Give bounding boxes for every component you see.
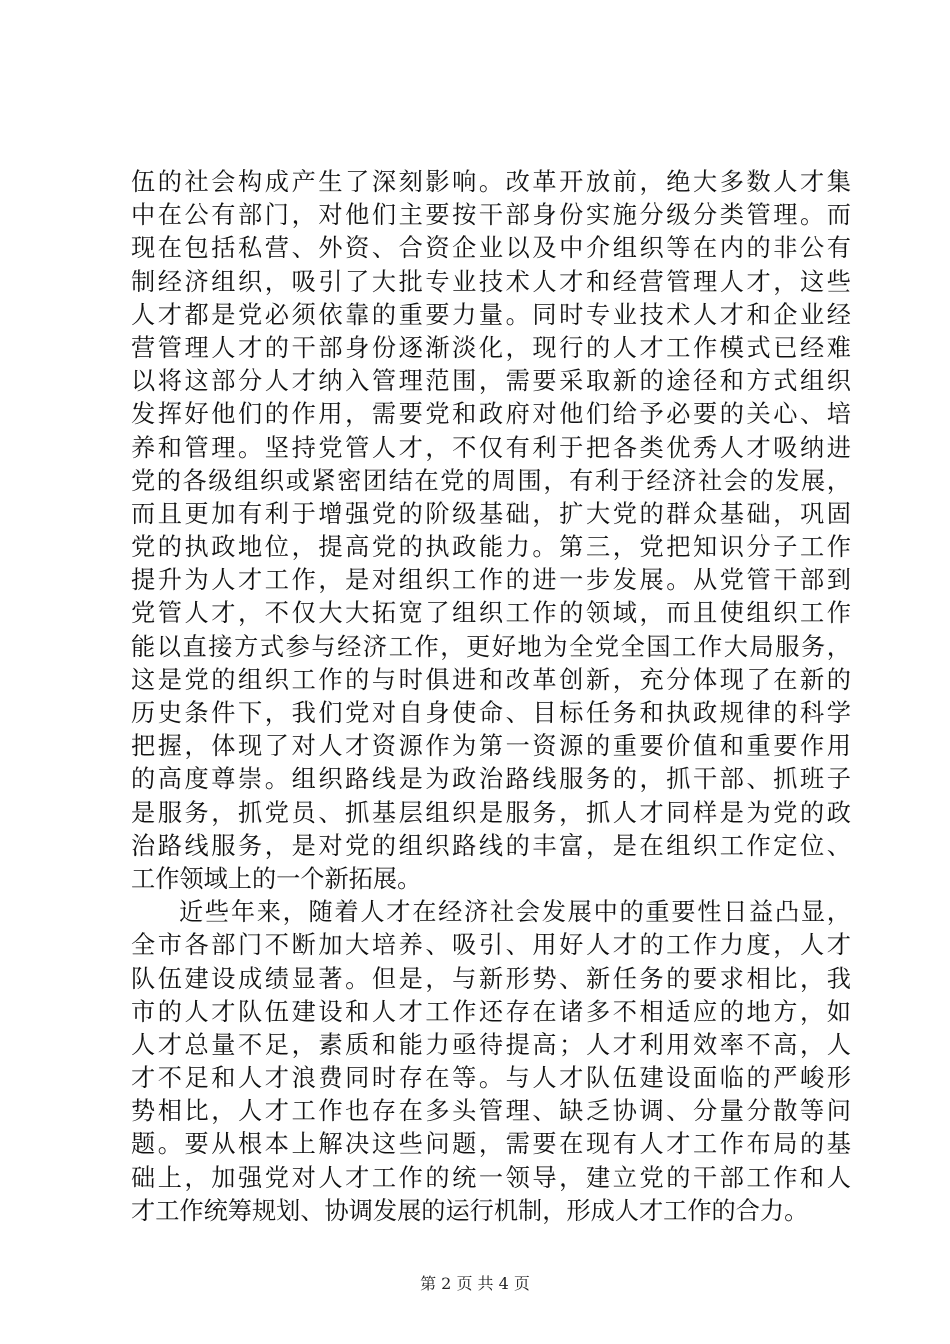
text-line: 才工作统筹规划、协调发展的运行机制，形成人才工作的合力。 bbox=[131, 1196, 809, 1225]
text-line: 工作领域上的一个新拓展。 bbox=[131, 864, 422, 893]
page-footer: 第 2 页 共 4 页 bbox=[420, 1274, 530, 1293]
text-line: 近些年来，随着人才在经济社会发展中的重要性日益凸显， bbox=[179, 898, 851, 927]
body-text bbox=[131, 166, 851, 1228]
text-line: 治路线服务，是对党的组织路线的丰富，是在组织工作定位、 bbox=[131, 831, 851, 860]
text-line: 人才都是党必须依靠的重要力量。同时专业技术人才和企业经 bbox=[131, 300, 851, 329]
text-line: 全市各部门不断加大培养、吸引、用好人才的工作力度，人才 bbox=[131, 931, 851, 960]
text-line: 养和管理。坚持党管人才，不仅有利于把各类优秀人才吸纳进 bbox=[131, 433, 851, 462]
text-line: 能以直接方式参与经济工作，更好地为全党全国工作大局服务， bbox=[131, 632, 851, 661]
text-line: 制经济组织，吸引了大批专业技术人才和经营管理人才，这些 bbox=[131, 267, 851, 296]
paragraph-1 bbox=[131, 166, 851, 896]
text-line: 提升为人才工作，是对组织工作的进一步发展。从党管干部到 bbox=[131, 566, 851, 595]
text-line: 的高度尊崇。组织路线是为政治路线服务的，抓干部、抓班子 bbox=[131, 765, 851, 794]
text-line: 发挥好他们的作用，需要党和政府对他们给予必要的关心、培 bbox=[131, 400, 851, 429]
text-line: 题。要从根本上解决这些问题，需要在现有人才工作布局的基 bbox=[131, 1130, 851, 1159]
text-line: 人才总量不足，素质和能力亟待提高；人才利用效率不高，人 bbox=[131, 1030, 851, 1059]
text-line: 市的人才队伍建设和人才工作还存在诸多不相适应的地方，如 bbox=[131, 997, 851, 1026]
text-line: 才不足和人才浪费同时存在等。与人才队伍建设面临的严峻形 bbox=[131, 1064, 851, 1093]
text-line: 而且更加有利于增强党的阶级基础，扩大党的群众基础，巩固 bbox=[131, 499, 851, 528]
text-line: 础上，加强党对人才工作的统一领导，建立党的干部工作和人 bbox=[131, 1163, 851, 1192]
text-line: 队伍建设成绩显著。但是，与新形势、新任务的要求相比，我 bbox=[131, 964, 851, 993]
text-line: 党管人才，不仅大大拓宽了组织工作的领域，而且使组织工作 bbox=[131, 599, 851, 628]
text-line: 把握，体现了对人才资源作为第一资源的重要价值和重要作用 bbox=[131, 732, 851, 761]
text-line: 现在包括私营、外资、合资企业以及中介组织等在内的非公有 bbox=[131, 234, 851, 263]
text-line: 伍的社会构成产生了深刻影响。改革开放前，绝大多数人才集 bbox=[131, 168, 851, 196]
text-line: 历史条件下，我们党对自身使命、目标任务和执政规律的科学 bbox=[131, 699, 851, 727]
paragraph-2 bbox=[131, 896, 851, 1228]
text-line: 势相比，人才工作也存在多头管理、缺乏协调、分量分散等问 bbox=[131, 1097, 851, 1126]
text-line: 这是党的组织工作的与时俱进和改革创新，充分体现了在新的 bbox=[131, 665, 851, 694]
text-line: 营管理人才的干部身份逐渐淡化，现行的人才工作模式已经难 bbox=[131, 333, 851, 362]
text-line: 中在公有部门，对他们主要按干部身份实施分级分类管理。而 bbox=[131, 201, 851, 230]
text-line: 是服务，抓党员、抓基层组织是服务，抓人才同样是为党的政 bbox=[131, 798, 851, 827]
text-line: 党的执政地位，提高党的执政能力。第三，党把知识分子工作 bbox=[131, 533, 851, 562]
text-line: 党的各级组织或紧密团结在党的周围，有利于经济社会的发展， bbox=[131, 466, 851, 495]
text-line: 以将这部分人才纳入管理范围，需要采取新的途径和方式组织 bbox=[131, 367, 851, 396]
